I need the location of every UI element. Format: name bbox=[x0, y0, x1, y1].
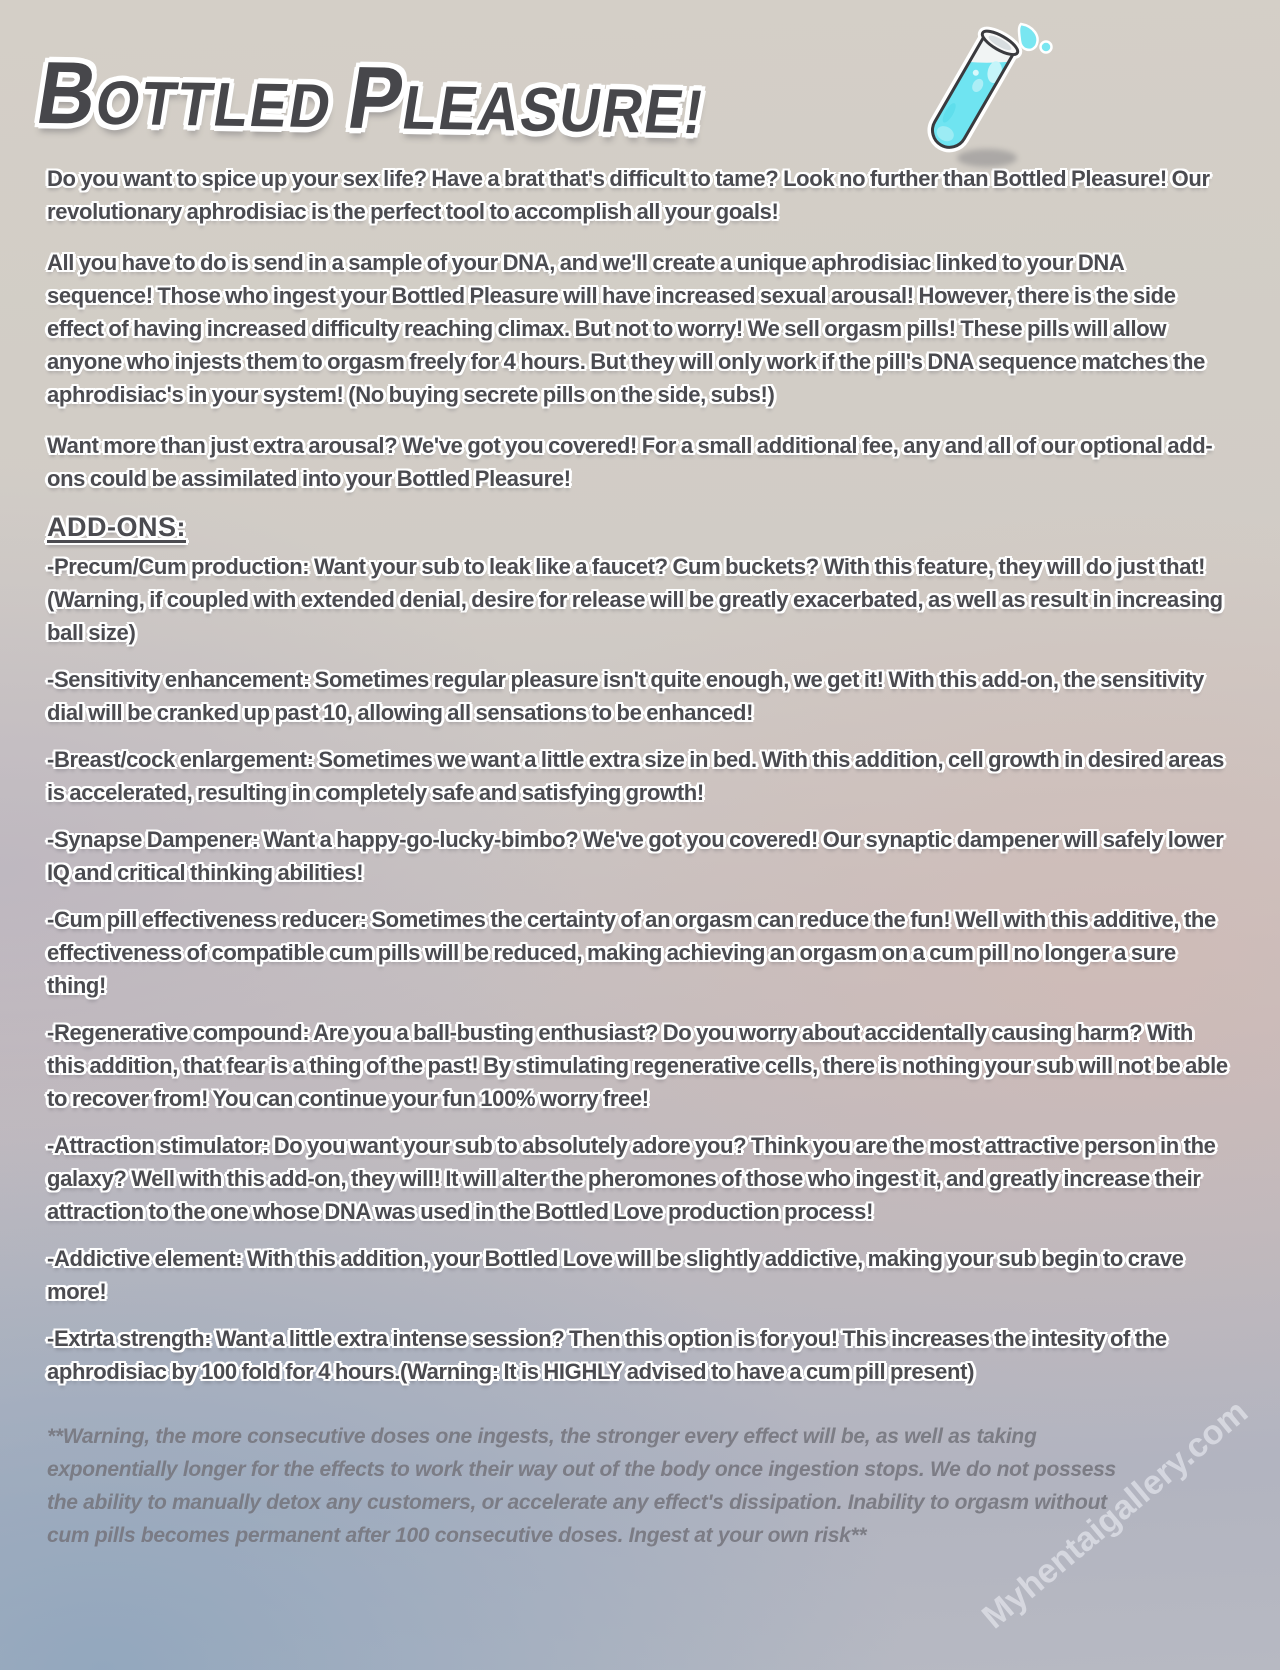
title-word-pleasure: PLEASURE! bbox=[341, 48, 711, 148]
intro-paragraph-how-it-works: All you have to do is send in a sample of your DNA, and we'll create a unique aphrodisiac linked to your DNA sequence! Those who ingest your Bottled Pleasure will have increased sexual arousal! However, there is the side effect of having increased difficulty reaching climax. But not to worry! We sell orgasm pills! These pills will allow anyone who injests them to orgasm freely for 4 hours. But they will only work if the pill's DNA sequence matches the aphrodisiac's in your system! (No buying secrete pills on the side, subs!) bbox=[47, 250, 1205, 407]
watermark: Myhentaigallery.com bbox=[974, 1392, 1256, 1637]
addon-item-regenerative-compound: -Regenerative compound: Are you a ball-busting enthusiast? Do you worry about accidentally causing harm? With this addition, that fear is a thing of the past! By stimulating regenerative cells, there is nothing your sub will not be able to recover from! You can continue your fun 100% worry free! bbox=[47, 1020, 1228, 1111]
intro-paragraph-addons-pitch: Want more than just extra arousal? We've got you covered! For a small additional fee, any and all of our optional add-ons could be assimilated into your Bottled Pleasure! bbox=[47, 433, 1213, 491]
intro-paragraph-hook: Do you want to spice up your sex life? Have a brat that's difficult to tame? Look no further than Bottled Pleasure! Our revolutionary aphrodisiac is the perfect tool to accomplish all your goals! bbox=[47, 166, 1210, 224]
addon-item-cum-pill-reducer: -Cum pill effectiveness reducer: Sometimes the certainty of an orgasm can reduce the fun! Well with this additive, the effectiveness of compatible cum pills will be reduced, making achieving an orgasm on a cum pill no longer a sure thing! bbox=[47, 907, 1216, 998]
title-word-bottled: BOTTLED bbox=[30, 43, 338, 143]
test-tube-icon bbox=[895, 18, 1065, 183]
addon-item-attraction-stimulator: -Attraction stimulator: Do you want your sub to absolutely adore you? Think you are the most attractive person in the galaxy? Well with this add-on, they will! It will alter the pheromones of those who ingest it, and greatly increase their attraction to the one whose DNA was used in the Bottled Love production process! bbox=[47, 1133, 1216, 1224]
warning-text: **Warning, the more consecutive doses one ingests, the stronger every effect will be, as well as taking exponentially longer for the effects to work their way out of the body once ingestion stops. We do not possess the ability to manually detox any customers, or accelerate any effect's dissipation. Inability to orgasm without cum pills becomes permanent after 100 consecutive doses. Ingest at your own risk** bbox=[47, 1425, 1116, 1547]
addon-item-synapse-dampener: -Synapse Dampener: Want a happy-go-lucky-bimbo? We've got you covered! Our synaptic dampener will safely lower IQ and critical thinking abilities! bbox=[47, 827, 1224, 885]
addon-item-sensitivity-enhancement: -Sensitivity enhancement: Sometimes regular pleasure isn't quite enough, we get it! With this add-on, the sensitivity dial will be cranked up past 10, allowing all sensations to be enhanced! bbox=[47, 667, 1204, 725]
test-tube-shadow bbox=[957, 149, 1017, 167]
addons-heading: ADD-ONS: bbox=[47, 512, 186, 542]
addon-item-enlargement: -Breast/cock enlargement: Sometimes we want a little extra size in bed. With this addition, cell growth in desired areas is accelerated, resulting in completely safe and satisfying growth! bbox=[47, 747, 1225, 805]
addon-item-precum-production: -Precum/Cum production: Want your sub to leak like a faucet? Cum buckets? With this feature, they will do just that! (Warning, if coupled with extended denial, desire for release will be greatly exacerbated, as well as result in increasing ball size) bbox=[47, 554, 1223, 645]
addon-item-extra-strength: -Extrta strength: Want a little extra intense session? Then this option is for you! This increases the intesity of the aphrodisiac by 100 fold for 4 hours.(Warning: It is HIGHLY advised to have a cum pill present) bbox=[47, 1326, 1167, 1384]
addon-item-addictive-element: -Addictive element: With this addition, your Bottled Love will be slightly addictive, making your sub begin to crave more! bbox=[47, 1246, 1184, 1304]
